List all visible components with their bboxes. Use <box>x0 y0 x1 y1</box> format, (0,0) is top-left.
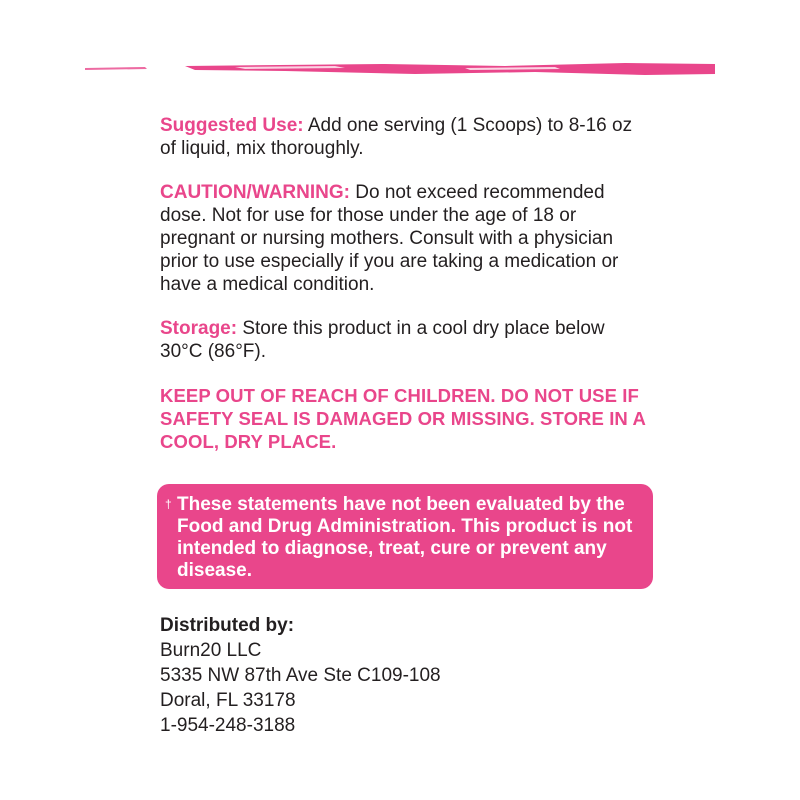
distributor-name: Burn20 LLC <box>160 640 262 661</box>
caution-text: Do not exceed recommended dose. Not for use for those under the age of 18 or pregnant or nursing mothers. Consult with a physician prior to use especially if you are taking a medication or have a medical condition. <box>160 182 619 295</box>
distributor-heading: Distributed by: <box>160 615 295 636</box>
suggested-use-text: Add one serving (1 Scoops) to 8-16 oz of liquid, mix thoroughly. <box>160 115 633 159</box>
distributor-address-line1: 5335 NW 87th Ave Ste C109-108 <box>160 665 441 686</box>
dagger-mark: † <box>165 497 172 511</box>
suggested-use-label: Suggested Use: <box>160 115 304 136</box>
distributor-phone: 1-954-248-3188 <box>160 715 296 736</box>
storage-text: Store this product in a cool dry place below 30°C (86°F). <box>160 318 605 362</box>
storage <box>160 317 630 363</box>
storage-label: Storage: <box>160 318 238 339</box>
label-content <box>160 114 650 474</box>
caution-label: CAUTION/WARNING: <box>160 182 350 203</box>
caution-warning <box>160 181 650 296</box>
fda-disclaimer-box <box>157 484 653 589</box>
distributor-address-line2: Doral, FL 33178 <box>160 690 296 711</box>
brush-stroke-decoration <box>85 58 715 80</box>
suggested-use <box>160 114 650 160</box>
distributor-info <box>160 613 441 738</box>
fda-disclaimer-text: These statements have not been evaluated by the Food and Drug Administration. This product is not intended to diagnose, treat, cure or prevent any disease. <box>177 494 633 581</box>
keep-out-warning: KEEP OUT OF REACH OF CHILDREN. DO NOT USE IF SAFETY SEAL IS DAMAGED OR MISSING. STORE IN A COOL, DRY PLACE. <box>160 385 646 452</box>
